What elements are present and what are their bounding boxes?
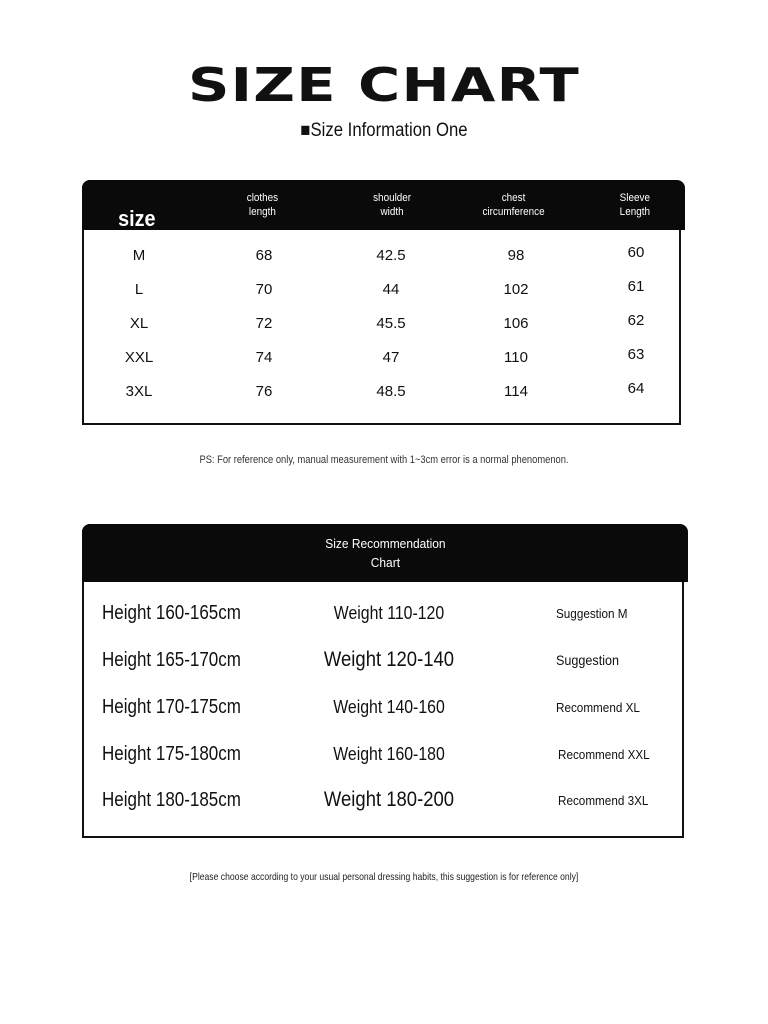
table-row: [84, 684, 682, 730]
table-row: [84, 731, 682, 777]
table-row: [84, 777, 682, 823]
page-title: SIZE CHART: [187, 58, 581, 112]
size-cell: XXL: [124, 348, 154, 366]
size-cell: XL: [129, 314, 149, 332]
table-row: [84, 306, 683, 340]
size-cell: M: [132, 246, 146, 264]
suggestion-cell: Suggestion M: [556, 605, 628, 621]
header-sleeve-length: Sleeve Length: [619, 192, 651, 218]
height-cell: Height 175-180cm: [102, 742, 241, 765]
weight-cell: Weight 140-160: [333, 696, 445, 717]
header-shoulder-width: shoulder width: [373, 192, 411, 218]
weight-cell: Weight 160-180: [333, 743, 445, 764]
length-cell: 70: [255, 280, 273, 298]
height-cell: Height 165-170cm: [102, 648, 241, 671]
sleeve-cell: 64: [627, 379, 645, 397]
chest-cell: 110: [504, 348, 528, 366]
chest-cell: 106: [503, 314, 529, 332]
recommendation-header: Size Recommendation Chart: [82, 524, 688, 582]
shoulder-cell: 42.5: [376, 246, 406, 264]
header-chest-circumference: chest circumference: [482, 192, 546, 218]
size-table-header: [82, 180, 685, 230]
size-table: [82, 180, 681, 425]
length-cell: 68: [255, 246, 273, 264]
weight-cell: Weight 180-200: [323, 788, 455, 811]
table-row: [84, 590, 682, 636]
chest-cell: 114: [504, 382, 528, 400]
shoulder-cell: 48.5: [376, 382, 406, 400]
table-row: [84, 340, 683, 374]
table-row: [84, 238, 683, 272]
table-row: [84, 374, 683, 408]
table-row: [84, 272, 683, 306]
height-cell: Height 160-165cm: [102, 601, 241, 624]
height-cell: Height 180-185cm: [102, 788, 241, 811]
shoulder-cell: 44: [382, 280, 400, 298]
size-cell: 3XL: [125, 382, 153, 400]
table-row: [84, 637, 682, 683]
sleeve-cell: 63: [627, 345, 645, 363]
sleeve-cell: 62: [627, 311, 645, 329]
chest-cell: 102: [503, 280, 529, 298]
length-cell: 74: [255, 348, 273, 366]
chest-cell: 98: [507, 246, 525, 264]
size-cell: L: [134, 280, 144, 298]
header-clothes-length: clothes length: [246, 192, 278, 218]
weight-cell: Weight 110-120: [333, 602, 445, 623]
suggestion-cell: Suggestion: [556, 652, 620, 668]
footer-note: [Please choose according to your usual personal dressing habits, this suggestion is for reference only]: [189, 871, 579, 883]
header-size: size: [118, 206, 156, 231]
weight-cell: Weight 120-140: [323, 648, 455, 671]
sleeve-cell: 61: [627, 277, 645, 295]
suggestion-cell: Recommend 3XL: [558, 792, 649, 808]
height-cell: Height 170-175cm: [102, 695, 241, 718]
shoulder-cell: 47: [382, 348, 400, 366]
recommendation-table: [82, 524, 684, 838]
sleeve-cell: 60: [627, 243, 645, 261]
subtitle: ■Size Information One: [300, 120, 468, 141]
length-cell: 76: [255, 382, 273, 400]
shoulder-cell: 45.5: [376, 314, 406, 332]
suggestion-cell: Recommend XXL: [558, 746, 650, 762]
ps-note: PS: For reference only, manual measurement with 1~3cm error is a normal phenomenon.: [199, 454, 569, 466]
suggestion-cell: Recommend XL: [556, 699, 640, 715]
length-cell: 72: [255, 314, 273, 332]
